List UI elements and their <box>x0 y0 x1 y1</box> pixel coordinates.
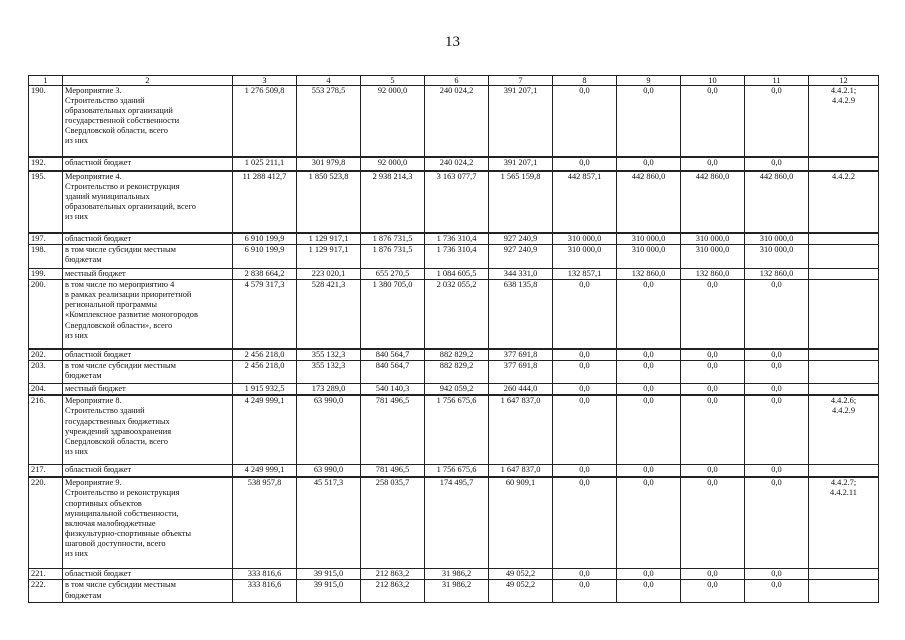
column-header: 2 <box>63 76 233 86</box>
value-cell: 1 565 159,8 <box>489 171 553 233</box>
reference-cell <box>809 269 879 280</box>
value-cell: 540 140,3 <box>361 384 425 396</box>
value-cell: 942 059,2 <box>425 384 489 396</box>
row-200 <box>29 280 879 350</box>
column-header: 12 <box>809 76 879 86</box>
value-cell: 310 000,0 <box>745 233 809 245</box>
row-192 <box>29 157 879 171</box>
row-221 <box>29 569 879 580</box>
row-title: областной бюджет <box>63 569 233 580</box>
reference-cell <box>809 349 879 361</box>
value-cell: 92 000,0 <box>361 157 425 171</box>
value-cell: 2 456 218,0 <box>233 349 297 361</box>
value-cell: 2 838 664,2 <box>233 269 297 280</box>
value-cell: 60 909,1 <box>489 477 553 569</box>
row-number: 216. <box>29 395 63 465</box>
value-cell: 2 032 055,2 <box>425 280 489 350</box>
value-cell: 442 857,1 <box>553 171 617 233</box>
value-cell: 882 829,2 <box>425 349 489 361</box>
value-cell: 1 736 310,4 <box>425 245 489 269</box>
value-cell: 0,0 <box>617 157 681 171</box>
value-cell: 781 496,5 <box>361 465 425 478</box>
value-cell: 63 990,0 <box>297 395 361 465</box>
value-cell: 1 876 731,5 <box>361 245 425 269</box>
value-cell: 4 249 999,1 <box>233 465 297 478</box>
row-title: местный бюджет <box>63 384 233 396</box>
row-number: 220. <box>29 477 63 569</box>
value-cell: 174 495,7 <box>425 477 489 569</box>
value-cell: 0,0 <box>617 384 681 396</box>
row-title: в том числе по мероприятию 4 в рамках реализации приоритетной региональной программы «Комплексное развитие моногородов Свердловской области», всего из них <box>63 280 233 350</box>
page-number: 13 <box>445 34 460 50</box>
reference-cell: 4.4.2.1; 4.4.2.9 <box>809 86 879 158</box>
value-cell: 355 132,3 <box>297 361 361 384</box>
value-cell: 840 564,7 <box>361 349 425 361</box>
value-cell: 0,0 <box>745 280 809 350</box>
value-cell: 1 850 523,8 <box>297 171 361 233</box>
value-cell: 1 276 509,8 <box>233 86 297 158</box>
value-cell: 0,0 <box>681 280 745 350</box>
value-cell: 1 756 675,6 <box>425 395 489 465</box>
value-cell: 31 986,2 <box>425 580 489 603</box>
row-202 <box>29 349 879 361</box>
value-cell: 4 249 999,1 <box>233 395 297 465</box>
value-cell: 6 910 199,9 <box>233 245 297 269</box>
reference-cell <box>809 465 879 478</box>
value-cell: 132 860,0 <box>745 269 809 280</box>
value-cell: 49 052,2 <box>489 569 553 580</box>
value-cell: 0,0 <box>745 157 809 171</box>
value-cell: 0,0 <box>745 465 809 478</box>
value-cell: 310 000,0 <box>617 245 681 269</box>
row-204 <box>29 384 879 396</box>
row-title: областной бюджет <box>63 233 233 245</box>
value-cell: 1 025 211,1 <box>233 157 297 171</box>
row-number: 203. <box>29 361 63 384</box>
row-number: 192. <box>29 157 63 171</box>
value-cell: 1 736 310,4 <box>425 233 489 245</box>
row-title: Мероприятие 9. Строительство и реконструкция спортивных объектов муниципальной собственности, включая малобюджетные физкультурно-спортивные объекты шаговой доступности, всего из них <box>63 477 233 569</box>
value-cell: 528 421,3 <box>297 280 361 350</box>
value-cell: 355 132,3 <box>297 349 361 361</box>
column-header: 1 <box>29 76 63 86</box>
value-cell: 0,0 <box>553 384 617 396</box>
row-title: областной бюджет <box>63 349 233 361</box>
value-cell: 212 863,2 <box>361 569 425 580</box>
row-title: местный бюджет <box>63 269 233 280</box>
value-cell: 344 331,0 <box>489 269 553 280</box>
value-cell: 39 915,0 <box>297 569 361 580</box>
value-cell: 49 052,2 <box>489 580 553 603</box>
row-number: 202. <box>29 349 63 361</box>
row-190 <box>29 86 879 158</box>
row-number: 217. <box>29 465 63 478</box>
value-cell: 0,0 <box>617 580 681 603</box>
value-cell: 0,0 <box>745 580 809 603</box>
value-cell: 0,0 <box>681 569 745 580</box>
value-cell: 2 938 214,3 <box>361 171 425 233</box>
value-cell: 538 957,8 <box>233 477 297 569</box>
value-cell: 0,0 <box>617 477 681 569</box>
value-cell: 333 816,6 <box>233 569 297 580</box>
value-cell: 240 024,2 <box>425 157 489 171</box>
value-cell: 1 915 932,5 <box>233 384 297 396</box>
value-cell: 310 000,0 <box>553 245 617 269</box>
reference-cell <box>809 157 879 171</box>
row-number: 199. <box>29 269 63 280</box>
value-cell: 0,0 <box>745 349 809 361</box>
reference-cell: 4.4.2.2 <box>809 171 879 233</box>
row-203 <box>29 361 879 384</box>
value-cell: 391 207,1 <box>489 86 553 158</box>
value-cell: 442 860,0 <box>681 171 745 233</box>
reference-cell <box>809 233 879 245</box>
row-220 <box>29 477 879 569</box>
reference-cell <box>809 580 879 603</box>
value-cell: 1 756 675,6 <box>425 465 489 478</box>
value-cell: 442 860,0 <box>745 171 809 233</box>
value-cell: 655 270,5 <box>361 269 425 280</box>
value-cell: 2 456 218,0 <box>233 361 297 384</box>
value-cell: 310 000,0 <box>553 233 617 245</box>
value-cell: 132 857,1 <box>553 269 617 280</box>
value-cell: 132 860,0 <box>681 269 745 280</box>
value-cell: 1 129 917,1 <box>297 245 361 269</box>
value-cell: 4 579 317,3 <box>233 280 297 350</box>
value-cell: 0,0 <box>681 580 745 603</box>
value-cell: 0,0 <box>681 349 745 361</box>
value-cell: 0,0 <box>681 465 745 478</box>
value-cell: 240 024,2 <box>425 86 489 158</box>
value-cell: 927 240,9 <box>489 233 553 245</box>
value-cell: 333 816,6 <box>233 580 297 603</box>
row-number: 197. <box>29 233 63 245</box>
value-cell: 391 207,1 <box>489 157 553 171</box>
value-cell: 0,0 <box>617 395 681 465</box>
value-cell: 0,0 <box>745 477 809 569</box>
reference-cell <box>809 361 879 384</box>
value-cell: 223 020,1 <box>297 269 361 280</box>
value-cell: 301 979,8 <box>297 157 361 171</box>
value-cell: 31 986,2 <box>425 569 489 580</box>
row-199 <box>29 269 879 280</box>
row-title: областной бюджет <box>63 465 233 478</box>
row-195 <box>29 171 879 233</box>
value-cell: 0,0 <box>617 86 681 158</box>
value-cell: 840 564,7 <box>361 361 425 384</box>
value-cell: 3 163 077,7 <box>425 171 489 233</box>
row-title: областной бюджет <box>63 157 233 171</box>
value-cell: 638 135,8 <box>489 280 553 350</box>
column-header: 7 <box>489 76 553 86</box>
column-header: 10 <box>681 76 745 86</box>
value-cell: 0,0 <box>553 280 617 350</box>
row-197 <box>29 233 879 245</box>
value-cell: 1 129 917,1 <box>297 233 361 245</box>
value-cell: 0,0 <box>745 395 809 465</box>
reference-cell <box>809 384 879 396</box>
row-198 <box>29 245 879 269</box>
column-header: 5 <box>361 76 425 86</box>
value-cell: 0,0 <box>681 477 745 569</box>
value-cell: 310 000,0 <box>681 245 745 269</box>
value-cell: 6 910 199,9 <box>233 233 297 245</box>
value-cell: 0,0 <box>617 349 681 361</box>
row-title: в том числе субсидии местным бюджетам <box>63 580 233 603</box>
value-cell: 0,0 <box>617 465 681 478</box>
reference-cell: 4.4.2.6; 4.4.2.9 <box>809 395 879 465</box>
value-cell: 0,0 <box>617 569 681 580</box>
column-header: 6 <box>425 76 489 86</box>
value-cell: 212 863,2 <box>361 580 425 603</box>
value-cell: 0,0 <box>617 361 681 384</box>
value-cell: 442 860,0 <box>617 171 681 233</box>
column-header: 3 <box>233 76 297 86</box>
row-title: Мероприятие 4. Строительство и реконструкция зданий муниципальных образовательных организаций, всего из них <box>63 171 233 233</box>
value-cell: 132 860,0 <box>617 269 681 280</box>
reference-cell <box>809 569 879 580</box>
row-222 <box>29 580 879 603</box>
value-cell: 92 000,0 <box>361 86 425 158</box>
header-row <box>29 76 879 86</box>
value-cell: 553 278,5 <box>297 86 361 158</box>
value-cell: 0,0 <box>745 361 809 384</box>
row-number: 221. <box>29 569 63 580</box>
value-cell: 0,0 <box>553 477 617 569</box>
value-cell: 0,0 <box>553 157 617 171</box>
value-cell: 0,0 <box>617 280 681 350</box>
value-cell: 260 444,0 <box>489 384 553 396</box>
value-cell: 0,0 <box>745 569 809 580</box>
row-title: в том числе субсидии местным бюджетам <box>63 361 233 384</box>
row-216 <box>29 395 879 465</box>
value-cell: 377 691,8 <box>489 349 553 361</box>
value-cell: 0,0 <box>553 580 617 603</box>
budget-table <box>28 75 879 603</box>
value-cell: 882 829,2 <box>425 361 489 384</box>
value-cell: 0,0 <box>681 395 745 465</box>
value-cell: 0,0 <box>553 395 617 465</box>
value-cell: 0,0 <box>681 157 745 171</box>
value-cell: 0,0 <box>681 361 745 384</box>
reference-cell <box>809 245 879 269</box>
value-cell: 927 240,9 <box>489 245 553 269</box>
value-cell: 0,0 <box>681 86 745 158</box>
value-cell: 377 691,8 <box>489 361 553 384</box>
value-cell: 173 289,0 <box>297 384 361 396</box>
value-cell: 1 647 837,0 <box>489 395 553 465</box>
reference-cell: 4.4.2.7; 4.4.2.11 <box>809 477 879 569</box>
column-header: 11 <box>745 76 809 86</box>
value-cell: 1 380 705,0 <box>361 280 425 350</box>
value-cell: 0,0 <box>553 465 617 478</box>
row-number: 195. <box>29 171 63 233</box>
row-number: 204. <box>29 384 63 396</box>
value-cell: 781 496,5 <box>361 395 425 465</box>
value-cell: 39 915,0 <box>297 580 361 603</box>
row-number: 222. <box>29 580 63 603</box>
value-cell: 310 000,0 <box>745 245 809 269</box>
value-cell: 0,0 <box>553 86 617 158</box>
value-cell: 1 647 837,0 <box>489 465 553 478</box>
value-cell: 0,0 <box>553 361 617 384</box>
column-header: 4 <box>297 76 361 86</box>
value-cell: 63 990,0 <box>297 465 361 478</box>
value-cell: 11 288 412,7 <box>233 171 297 233</box>
reference-cell <box>809 280 879 350</box>
row-number: 200. <box>29 280 63 350</box>
column-header: 9 <box>617 76 681 86</box>
value-cell: 258 035,7 <box>361 477 425 569</box>
column-header: 8 <box>553 76 617 86</box>
value-cell: 0,0 <box>553 569 617 580</box>
row-number: 198. <box>29 245 63 269</box>
value-cell: 45 517,3 <box>297 477 361 569</box>
value-cell: 310 000,0 <box>681 233 745 245</box>
value-cell: 0,0 <box>681 384 745 396</box>
row-217 <box>29 465 879 478</box>
row-number: 190. <box>29 86 63 158</box>
value-cell: 0,0 <box>745 384 809 396</box>
value-cell: 310 000,0 <box>617 233 681 245</box>
value-cell: 1 084 605,5 <box>425 269 489 280</box>
value-cell: 0,0 <box>745 86 809 158</box>
row-title: Мероприятие 8. Строительство зданий государственных бюджетных учреждений здравоохранения Свердловской области, всего из них <box>63 395 233 465</box>
row-title: в том числе субсидии местным бюджетам <box>63 245 233 269</box>
value-cell: 0,0 <box>553 349 617 361</box>
row-title: Мероприятие 3. Строительство зданий образовательных организаций государственной собственности Свердловской области, всего из них <box>63 86 233 158</box>
value-cell: 1 876 731,5 <box>361 233 425 245</box>
